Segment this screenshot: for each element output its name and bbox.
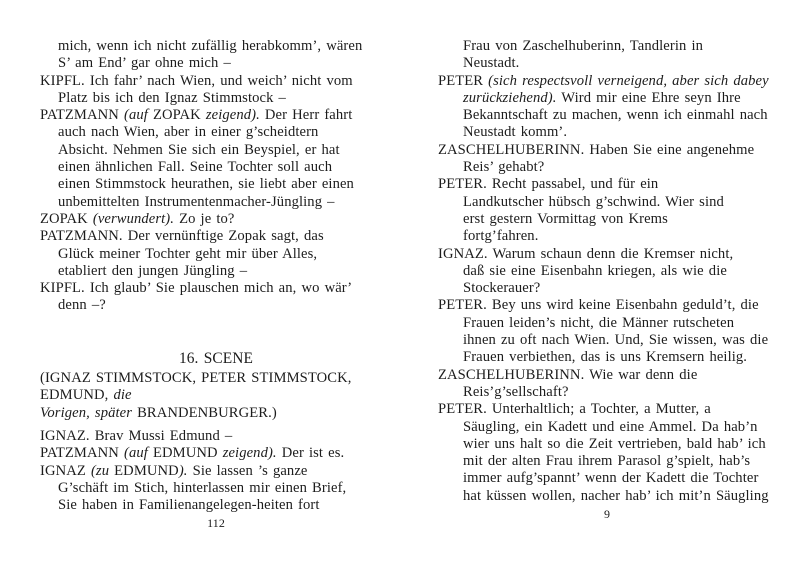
text-line: hat küssen wollen, nacher hab’ ich mit’n Säugling [463,487,769,504]
left-page-text [40,38,392,514]
text-line: IGNAZ. Brav Mussi Edmund – [40,427,233,444]
page-number: 9 [603,507,611,522]
scene-heading: 16. SCENE [178,349,254,367]
text-line: ZOPAK (verwundert). Zo je to? [40,210,235,227]
text-line: Frau von Zaschelhuberinn, Tandlerin in [463,38,703,54]
text-line: PATZMANN (auf ZOPAK zeigend). Der Herr fahrt [40,107,353,124]
text-line: G’schäft im Stich, hinterlassen mir einen Brief, [58,479,347,496]
text-line: mich, wenn ich nicht zufällig herabkomm’, wären [58,38,363,54]
text-line: fortg’fahren. [463,228,539,245]
text-line: Absicht. Nehmen Sie sich ein Beyspiel, er hat [58,141,340,158]
text-line: wier uns halt so die Zeit vertrieben, bald hab’ ich [463,435,766,452]
stage-direction-line: (IGNAZ STIMMSTOCK, PETER STIMMSTOCK, [40,370,352,387]
text-line: mit der alten Frau ihrem Parasol g’spielt, hab’s [463,453,751,470]
text-line: PATZMANN. Der vernünftige Zopak sagt, das [40,228,324,245]
page-number: 112 [207,516,225,531]
text-line: Sie haben in Familienangelegen-heiten fort [58,497,320,514]
text-line: Bekanntschaft zu machen, wenn ich einmahl nach [463,107,768,124]
text-line: ihnen zu oft nach Wien. Und, Sie wissen, was die [463,332,769,349]
text-line: unbemittelten Instrumentenmacher-Jüngling – [58,193,335,210]
text-line: immer aufg’spannt’ wenn der Kadett die Tochter [463,470,759,487]
text-line: PATZMANN (auf EDMUND zeigend). Der ist es. [40,445,345,462]
text-line: Landkutscher hübsch g’schwind. Wier sind [463,193,724,210]
text-line: Reis’g’sellschaft? [463,383,569,400]
text-line: einen ähnlichen Fall. Seine Tochter soll auch [58,159,333,176]
text-line: ZASCHELHUBERINN. Wie war denn die [438,366,698,383]
left-page [40,38,392,532]
right-page [438,38,776,523]
text-line: erst gestern Vormittag von Krems [463,210,668,227]
stage-direction-line: Vorigen, später BRANDENBURGER.) [40,404,277,421]
text-line: einen Stimmstock heurathen, sie liebt aber einen [58,176,354,193]
text-line: Reis’ gehabt? [463,159,545,176]
text-line: etabliert den jungen Jüngling – [58,262,248,279]
text-line: Säugling, ein Kadett und eine Ammel. Da hab’n [463,418,758,435]
text-line: S’ am End’ gar ohne mich – [58,55,231,72]
text-line: denn –? [58,297,106,314]
text-line: PETER (sich respectsvoll verneigend, aber sich dabey [438,72,769,89]
text-line: IGNAZ. Warum schaun denn die Kremser nicht, [438,245,734,262]
text-line: Neustadt. [463,55,520,72]
text-line: Stockerauer? [463,280,541,297]
text-line: auch nach Wien, aber in einer g’scheidtern [58,124,319,141]
text-line: IGNAZ (zu EDMUND). Sie lassen ’s ganze [40,462,308,479]
text-line: Frauen verbiethen, das is uns Kremsern heilig. [463,349,748,366]
right-page-text [438,38,776,505]
text-line: Neustadt komm’. [463,124,568,141]
text-line: ZASCHELHUBERINN. Haben Sie eine angenehme [438,141,755,158]
text-line: PETER. Bey uns wird keine Eisenbahn geduld’t, die [438,297,759,314]
text-line: Frauen leiden’s nicht, die Männer rutscheten [463,314,735,331]
text-line: zurückziehend). Wird mir eine Ehre seyn Ihre [463,89,741,106]
text-line: Glück meiner Tochter geht mir über Alles, [58,245,318,262]
stage-direction-line: EDMUND, die [40,387,132,404]
text-line: KIPFL. Ich glaub’ Sie plauschen mich an, wo wär’ [40,280,353,297]
text-line: daß sie eine Eisenbahn kriegen, als wie die [463,262,727,279]
text-line: KIPFL. Ich fahr’ nach Wien, und weich’ nicht vom [40,72,353,89]
text-line: Platz bis ich den Ignaz Stimmstock – [58,89,286,106]
text-line: PETER. Unterhaltlich; a Tochter, a Mutter, a [438,401,711,418]
text-line: PETER. Recht passabel, und für ein [438,176,659,193]
